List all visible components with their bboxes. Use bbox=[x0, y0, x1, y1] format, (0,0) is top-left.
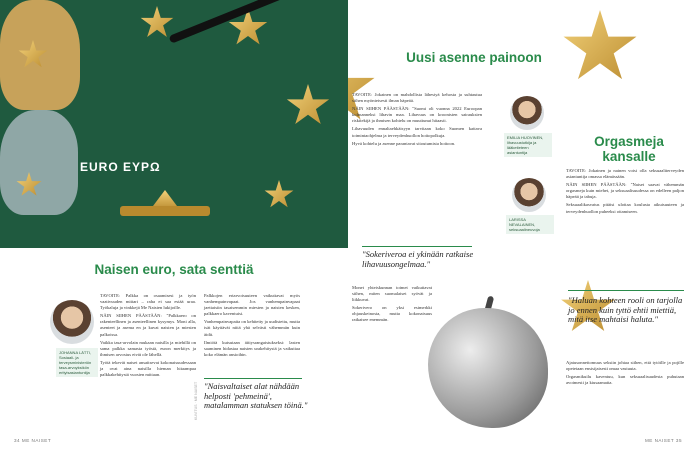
right-column-3 bbox=[566, 168, 684, 217]
coin-inscription: EURO ΕΥΡΩ bbox=[80, 160, 161, 174]
right-column-4 bbox=[566, 360, 684, 388]
right-column-2 bbox=[352, 285, 432, 326]
hero-illustration bbox=[0, 0, 348, 248]
paragraph: Ilmiötä kutsutaan äitiysrangaistukseksi: lasten saaminen hidastaa naisten urakehitystä ja vaikuttaa koko elämän ansioihin. bbox=[204, 339, 300, 357]
quote-divider bbox=[362, 246, 472, 247]
quote-divider bbox=[204, 378, 302, 379]
silver-apple-icon bbox=[428, 308, 548, 428]
coin-head-right-icon bbox=[0, 110, 78, 215]
quote-divider bbox=[568, 290, 684, 291]
paragraph: NÄIN SIIHEN PÄÄSTÄÄN: "Naiset saavat vähemmän orgasmeja kuin miehet, ja seksuaalisuudessa on edelleen paljon häpeää ja tabuja. bbox=[566, 182, 684, 200]
paragraph: Hyvä kohtelu ja asenne parantavat sitoutumista hoitoon. bbox=[352, 140, 456, 146]
paragraph: TAVOITE: Jokainen ja nainen voisi olla seksuaaliterveyden asiantuntija omassa elämässään. bbox=[566, 168, 684, 180]
paragraph: Ajatusonnettomuus seksiin johtaa siihen, että tytöille ja pojille opetetaan ensisijaisesti omaa vastuuta. bbox=[566, 360, 684, 372]
left-column-1 bbox=[100, 293, 196, 380]
gold-star-icon bbox=[140, 6, 174, 40]
paragraph: Orgasmikuilu kaventuu, kun seksuaalisuudesta puhutaan avoimesti ja kiusaamatta. bbox=[566, 374, 684, 386]
avatar bbox=[512, 178, 546, 212]
right-column-1 bbox=[352, 92, 482, 149]
left-headline: Naisen euro, sata senttiä bbox=[94, 262, 254, 277]
avatar bbox=[50, 300, 94, 344]
pull-quote: "Haluan kohteen rooli on tarjolla jo ennen kuin tyttö ehtii miettiä, mitä itse mahtaisi haluta." bbox=[568, 295, 683, 325]
portrait-caption: LARISSA NEVALAINEN, seksuaalineuvoja bbox=[506, 215, 554, 234]
gold-star-icon bbox=[562, 10, 638, 86]
right-headline-2: Orgasmeja kansalle bbox=[594, 134, 664, 164]
magic-wand-icon bbox=[169, 0, 348, 44]
gold-star-icon bbox=[264, 180, 294, 210]
portrait-caption: EMILIA HUOVINEN, lihavuustutkija ja lääketieteen asiantuntija bbox=[504, 133, 552, 157]
paragraph: Seksuaalikasvatus pitäisi ulottaa koulusta aikuisuuteen ja terveydenhuollon puheeksi ottamiseen. bbox=[566, 202, 684, 214]
paragraph: Palkkojen eriarvoisuuteen vaikuttavat myös vanhempainvapaat. Jos vanhempainvapaat jaettaisiin tasaisemmin miesten ja naisten kesken, palkkaero kaventuisi. bbox=[204, 293, 300, 317]
right-page bbox=[348, 0, 696, 450]
paragraph: Työtä tekevät naiset ansaitsevat kokonaisuudessaan ja ovat aina naisilla hieman hitaampaa palkkakehitystä vuosien mittaan. bbox=[100, 359, 196, 378]
avatar bbox=[510, 96, 544, 130]
gold-star-icon bbox=[286, 84, 330, 128]
paragraph: TAVOITE: Jokainen on mahdollista lähestyä kehosta ja suhtautua siihen myönteisesti ilman häpeää. bbox=[352, 92, 482, 104]
photo-credit: KUVITUS · ME NAISET bbox=[194, 381, 198, 420]
left-column-2 bbox=[204, 293, 300, 360]
paragraph: NÄIN SIIHEN PÄÄSTÄÄN: "Palkkaero on rakenteellinen ja asenteellinen kysymys. Moni alla, asenteet ja asema en ja kuvat naisten ja miesten palkoissa. bbox=[100, 313, 196, 337]
right-headline-1: Uusi asenne painoon bbox=[406, 50, 542, 65]
paragraph: TAVOITE: Palkka on osaamisesi ja työn vaativuuden mittari – raha ei saa estää uraa. Työkaluja ja vinkkejä Me Naisten lukijoille. bbox=[100, 293, 196, 311]
paragraph: NÄIN SIIHEN PÄÄSTÄÄN: "Suomi oli vuonna 2022 Euroopan kolmanneksi lihavin maa. Lihavuus on kroonisten sairauksien riskitekijä ja ihmisen kohtelu on muuttunut hitaasti. bbox=[352, 106, 482, 124]
paragraph: Monet yhteiskunnan toimet vaikuttavat siihen, miten suomalaiset syövät ja liikkuvat. bbox=[352, 285, 432, 303]
pull-quote: "Sokeriveroa ei ykinään ratkaise lihavuusongelmaa." bbox=[362, 249, 474, 269]
paragraph: Sokerivero on yksi esimerkki ohjauskeinosta, mutta kokonaisuus ratkaisee enemmän. bbox=[352, 305, 432, 323]
page-folio: ME NAISET 35 bbox=[644, 438, 682, 443]
paragraph: Vanhempainvapaita on kehitetty ja uudistettu, mutta isät käyttävät niitä yhä selvästi vähemmän kuin äidit. bbox=[204, 319, 300, 337]
portrait-caption: JOHANNA LÄTTI, Sosiaali- ja terveysministeriön tasa-arvoyksikön erityisasiantuntija bbox=[56, 348, 98, 377]
page-folio: 34 ME NAISET bbox=[14, 438, 52, 443]
balance-beam-icon bbox=[120, 206, 210, 216]
paragraph: Vaikka tasa-arvolain mukaan naisilla ja miehillä on sama palkka samasta työstä, euron merkitys ja ihmisen arvostus eivät ole lähellä. bbox=[100, 339, 196, 357]
pull-quote: "Naisvaltaiset alat nähdään helposti 'pehmeinä', matalamman statuksen töinä." bbox=[204, 381, 308, 411]
paragraph: Lihavuuden ennaltaehkäisyyn tarvitaan koko Suomen kattava toimintaohjelma ja terveydenhuollon hoitopolkuja. bbox=[352, 126, 482, 138]
